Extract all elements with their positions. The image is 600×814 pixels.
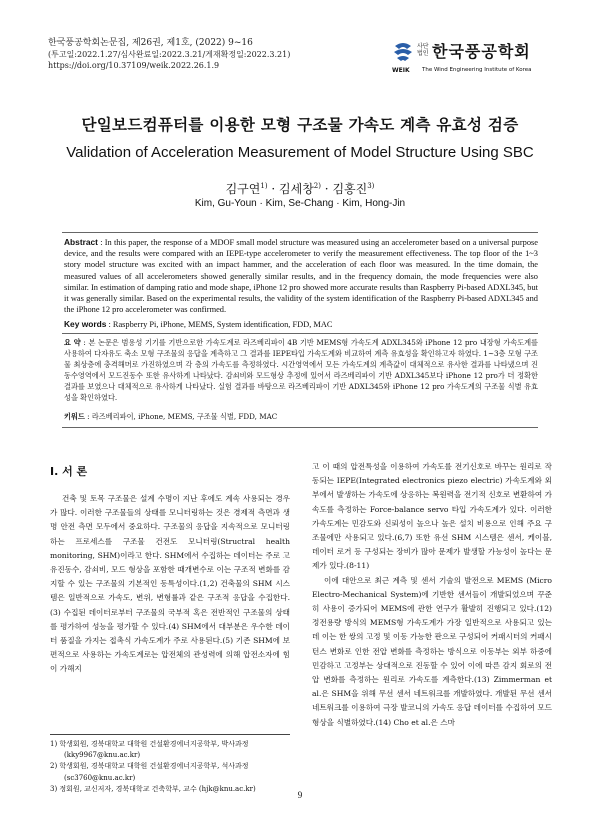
author-3-affil: 3) xyxy=(367,182,375,190)
journal-header xyxy=(48,38,290,71)
yoyak-text: : 본 논문은 범용성 기기를 기반으로한 가속도계로 라즈베리파이 4B 기반 MEMS형 가속도계 ADXL345와 iPhone 12 pro 내장형 가속도계를 사용하여 다자유도 축소 모형 구조물의 응답을 계측하고 그 결과를 IEPE타입 가속도계와 비교하여 계측 유효성을 확인하고자 하였다. 1~3층 모형 구조물 최상층에 충격해머로 가진하였으며 각 층의 가속도를 측정하였다. 시간영역에서 모든 가속도계의 계측값이 대체적으로 유사한 결과를 나타냈으며 진동수영역에서 모드진동수 또한 유사하게 나타났다. 감쇠비와 모드형상 추정에 있어서 라즈베리파이 기반 ADXL345보다 iPhone 12 pro가 더 정확한 결과를 보였으나 대체적으로 유사하게 나타났다. 실험 결과를 바탕으로 라즈베리파이 기반 ADXL345와 iPhone 12 pro 가속도계의 구조물 식별 유효성을 확인하였다. xyxy=(64,338,538,402)
logo-society-name: 한국풍공학회 xyxy=(432,42,531,61)
paper-title-korean: 단일보드컴퓨터를 이용한 모형 구조물 가속도 계측 유효성 검증 xyxy=(81,116,519,134)
footnote-email: (kky9967@knu.ac.kr) xyxy=(64,751,141,760)
weik-logo-mark-icon xyxy=(392,40,414,64)
body-column-left xyxy=(50,492,290,677)
keywords-label: Key words xyxy=(64,319,107,329)
section-heading-introduction: I. 서 론 xyxy=(50,465,88,478)
footnote: 3) 정회원, 교신저자, 경북대학교 건축학부, 교수 (hjk@knu.ac.kr) xyxy=(50,784,256,793)
authors-korean xyxy=(0,180,600,197)
footnote-email: (sc3760@knu.ac.kr) xyxy=(64,773,136,782)
footnotes xyxy=(50,739,295,795)
author-2: 김세창 xyxy=(279,182,314,196)
journal-citation: 한국풍공학회논문집, 제26권, 제1호, (2022) 9~16 xyxy=(48,38,253,48)
paragraph: 건축 및 토목 구조물은 설계 수명이 지난 후에도 계속 사용되는 경우가 많다. 이러한 구조물들의 상태를 모니터링하는 것은 경제적 측면과 생명 안전 측면 모두에서 중요하다. 구조물의 응답을 지속적으로 모니터링하는 프로세스를 구조물 건전도 모니터링(Structral health monitoring, SHM)이라고 한다. SHM에서 수집하는 데이터는 주로 고유진동수, 감쇠비, 모드 형상을 포함한 때개변수로 이는 구조적 변화를 감지할 수 있는 구조물의 기본적인 동특성이다.(1,2) 건축물의 SHM 시스템은 일반적으로 가속도, 변위, 변형률과 같은 구조적 응답을 수집한다.(3) 수집된 데이터로부터 구조물의 국부적 혹은 전반적인 구조물의 상태를 평가하여 성능을 평가할 수 있다.(4) SHM에서 대부분은 우수한 데이터 품질을 가지는 접촉식 가속도계가 주로 사용된다.(5) 기존 SHM에 보편적으로 사용하는 가속도계로는 압전체의 관성력에 의해 압전소자에 힘이 가해지 xyxy=(50,494,290,674)
body-column-right xyxy=(312,460,552,730)
keywords-ko-text: : 라즈베리파이, iPhone, MEMS, 구조물 식별, FDD, MAC xyxy=(87,412,278,421)
logo-english-name: The Wind Engineering Institute of Korea xyxy=(422,67,532,73)
keywords-ko-label: 키워드 xyxy=(64,412,85,421)
author-sep: · xyxy=(320,182,333,196)
author-1-affil: 1) xyxy=(260,182,268,190)
abstract-text: : In this paper, the response of a MDOF small model structure was measured using an accelerometer based on a universal purpose device, and the results were compared with an IEPE-type accelerometer to verify the measurement effectiveness. The top floor of the 1~3 story model structure was excited with an impact hammer, and the acceleration of each floor was measured. In the time domain, the measured values of all accelerometers showed generally similar results, and in the frequency domain, the mode frequencies were also similar. In estimation of damping ratio and mode shape, iPhone 12 pro showed more accurate results than Raspberry Pi-based ADXL345, but it was generally similar. Based on the experimental results, the validity of the system identification of the Raspberry Pi-based ADXL345 and the iPhone 12 pro accelerometer was confirmed. xyxy=(64,238,538,315)
author-2-affil: 2) xyxy=(313,182,321,190)
logo-established: 사단법인 xyxy=(417,43,429,57)
yoyak-label: 요 약 xyxy=(64,338,81,347)
submission-dates: (투고일:2022.1.27/심사완료일:2022.3.21/게재확정일:2022.3.21) xyxy=(48,50,291,59)
author-sep: · xyxy=(267,182,280,196)
footnote-rule xyxy=(50,734,290,735)
page-number: 9 xyxy=(297,790,303,800)
abstract-korean xyxy=(64,337,538,403)
footnote: 1) 학생회원, 경북대학교 대학원 건설환경에너지공학부, 박사과정 xyxy=(50,740,249,748)
abstract-label: Abstract xyxy=(64,237,98,247)
paragraph: 이에 대안으로 최근 계측 및 센서 기술의 발전으로 MEMS (Micro Electro-Mechanical System)에 기반한 센서들이 개발되었으며 꾸준히 사용이 증가되어 MEMS에 관한 연구가 활발히 진행되고 있다.(12) 정전용량 방식의 MEMS형 가속도계가 가장 일반적으로 사용되고 있는데 이는 한 쌍의 고정 및 이동 가능한 판으로 구성되어 커패시터의 커패시턴스 변화로 인한 전압 변화를 측정하는 방식으로 이동부는 외부 하중에 민감하고 고정부는 상대적으로 진동할 수 있어 이에 따른 감지 회로의 전압 변화를 측정하는 원리로 가속도를 계측한다.(13) Zimmerman et al.은 SHM을 위해 무선 센서 네트워크를 개발하였다. 개발된 무선 센서 네트워크를 이용하여 극장 발코니의 가속도 응답 데이터를 수집하여 모드 형상을 식별하였다.(14) Cho et al.은 스마 xyxy=(312,575,552,727)
abstract-bottom-rule xyxy=(62,427,538,428)
author-1: 김구연 xyxy=(225,182,261,196)
keywords-english xyxy=(64,319,538,330)
abstract-mid-rule xyxy=(62,333,538,334)
keywords-text: : Raspberry Pi, iPhone, MEMS, System identification, FDD, MAC xyxy=(108,320,333,329)
paragraph: 고 이 때의 압전특성을 이용하여 가속도를 전기신호로 바꾸는 원리로 작동되는 IEPE(Integrated electronics piezo electric) 가속도계와 외부에서 발생하는 가속도에 상응하는 복원력을 전기적 신호로 변환하여 가속도를 측정하는 Force-balance servo 타입 가속도계가 있다. 이러한 가속도계는 민감도와 신뢰성이 높으나 높은 설치 비용으로 인해 주요 구조물에만 사용되고 있다.(6,7) 또한 유선 SHM 시스템은 센서, 케이블, 데이터 로거 등 구성되는 장비가 많아 문제가 발생할 가능성이 높다는 문제가 있다.(8-11) xyxy=(312,462,552,571)
society-logo xyxy=(392,38,552,80)
logo-abbreviation: WEIK xyxy=(392,67,410,74)
paper-title-english: Validation of Acceleration Measurement of Model Structure Using SBC xyxy=(66,144,534,161)
abstract-top-rule xyxy=(62,232,538,233)
footnote: 2) 학생회원, 경북대학교 대학원 건설환경에너지공학부, 석사과정 xyxy=(50,762,249,771)
doi-link[interactable]: https://doi.org/10.37109/weik.2022.26.1.9 xyxy=(48,61,220,70)
author-3: 김홍진 xyxy=(332,182,368,196)
authors-english: Kim, Gu-Youn · Kim, Se-Chang · Kim, Hong-Jin xyxy=(194,198,406,209)
keywords-korean xyxy=(64,411,538,422)
abstract-english xyxy=(64,237,538,315)
